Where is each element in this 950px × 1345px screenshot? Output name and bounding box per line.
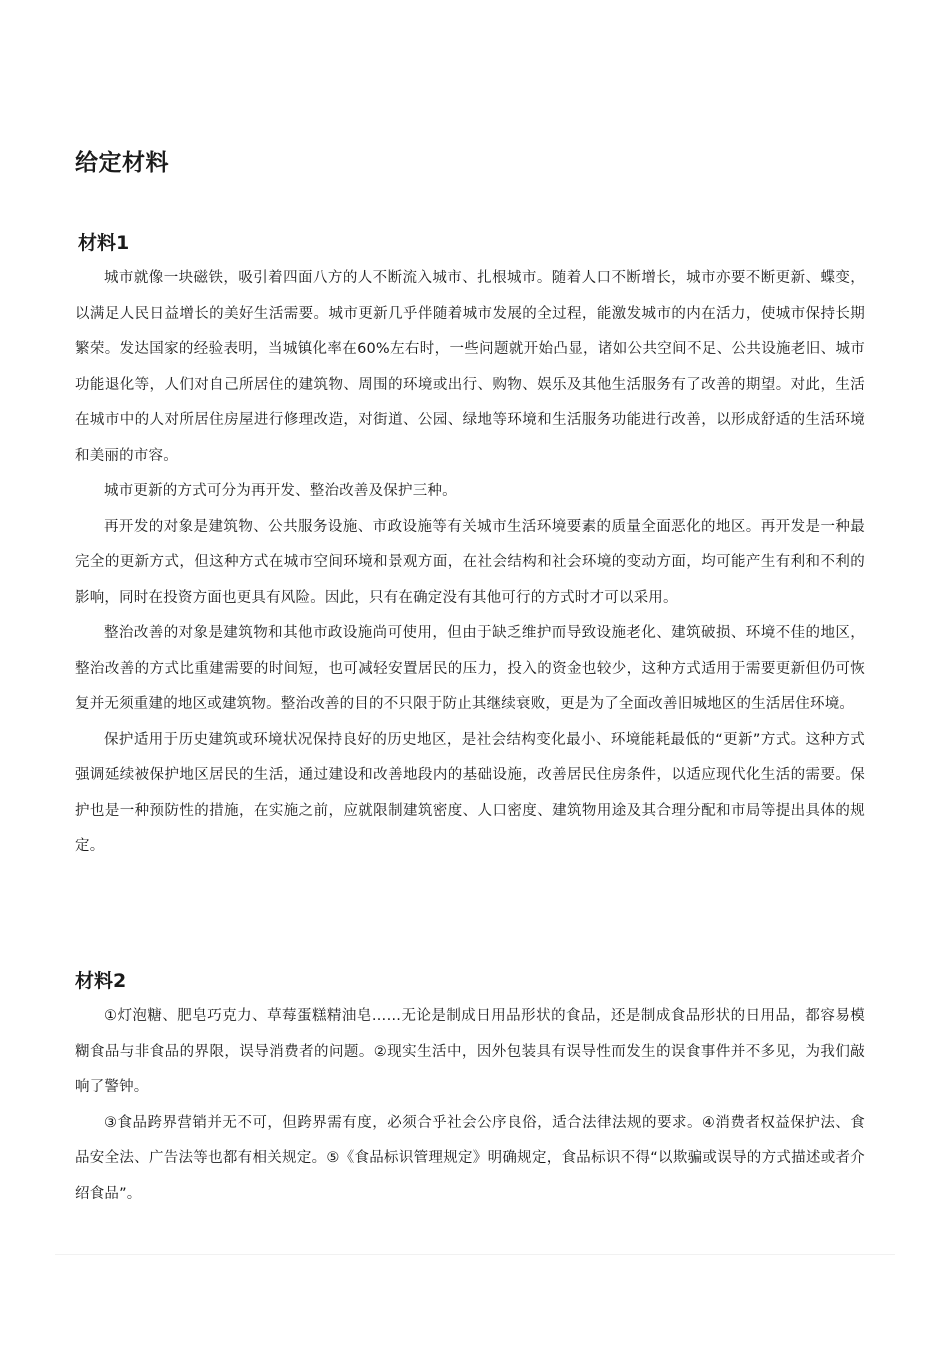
material-1-paragraph-2: 城市更新的方式可分为再开发、整治改善及保护三种。 bbox=[104, 483, 457, 499]
material-1-paragraph-4: 整治改善的对象是建筑物和其他市政设施尚可使用，但由于缺乏维护而导致设施老化、建筑破损、环境不佳的地区，整治改善的方式比重建需要的时间短，也可减轻安置居民的压力，投入的资金也较少，这种方式适用于需要更新但仍可恢复并无须重建的地区或建筑物。整治改善的目的不只限于防止其继续衰败，更是为了全面改善旧城地区的生活居住环境。 bbox=[75, 625, 865, 712]
material-2-section bbox=[75, 965, 865, 1212]
material-2-heading: 材料2 bbox=[75, 970, 127, 992]
material-2-paragraph-1: ①灯泡糖、肥皂巧克力、草莓蛋糕精油皂……无论是制成日用品形状的食品，还是制成食品形状的日用品，都容易模糊食品与非食品的界限，误导消费者的问题。②现实生活中，因外包装具有误导性而发生的误食事件并不多见，为我们敲响了警钟。 bbox=[75, 1008, 865, 1095]
material-1-paragraph-1: 城市就像一块磁铁，吸引着四面八方的人不断流入城市、扎根城市。随着人口不断增长，城市亦要不断更新、蝶变，以满足人民日益增长的美好生活需要。城市更新几乎伴随着城市发展的全过程，能激发城市的内在活力，使城市保持长期繁荣。发达国家的经验表明，当城镇化率在60%左右时，一些问题就开始凸显，诸如公共空间不足、公共设施老旧、城市功能退化等，人们对自己所居住的建筑物、周围的环境或出行、购物、娱乐及其他生活服务有了改善的期望。对此，生活在城市中的人对所居住房屋进行修理改造，对街道、公园、绿地等环境和生活服务功能进行改善，以形成舒适的生活环境和美丽的市容。 bbox=[75, 270, 865, 464]
material-1-section bbox=[75, 227, 865, 865]
material-1-paragraph-5: 保护适用于历史建筑或环境状况保持良好的历史地区，是社会结构变化最小、环境能耗最低的“更新”方式。这种方式强调延续被保护地区居民的生活，通过建设和改善地段内的基础设施，改善居民住房条件，以适应现代化生活的需要。保护也是一种预防性的措施，在实施之前，应就限制建筑密度、人口密度、建筑物用途及其合理分配和市局等提出具体的规定。 bbox=[75, 731, 865, 854]
material-2-paragraph-2: ③食品跨界营销并无不可，但跨界需有度，必须合乎社会公序良俗，适合法律法规的要求。④消费者权益保护法、食品安全法、广告法等也都有相关规定。⑤《食品标识管理规定》明确规定，食品标识不得“以欺骗或误导的方式描述或者介绍食品”。 bbox=[75, 1114, 865, 1202]
document-title: 给定材料 bbox=[75, 150, 169, 176]
material-1-heading: 材料1 bbox=[78, 232, 130, 254]
page-footer-divider bbox=[55, 1254, 895, 1255]
material-1-paragraph-3: 再开发的对象是建筑物、公共服务设施、市政设施等有关城市生活环境要素的质量全面恶化的地区。再开发是一种最完全的更新方式，但这种方式在城市空间环境和景观方面，在社会结构和社会环境的变动方面，均可能产生有利和不利的影响，同时在投资方面也更具有风险。因此，只有在确定没有其他可行的方式时才可以采用。 bbox=[75, 518, 865, 606]
